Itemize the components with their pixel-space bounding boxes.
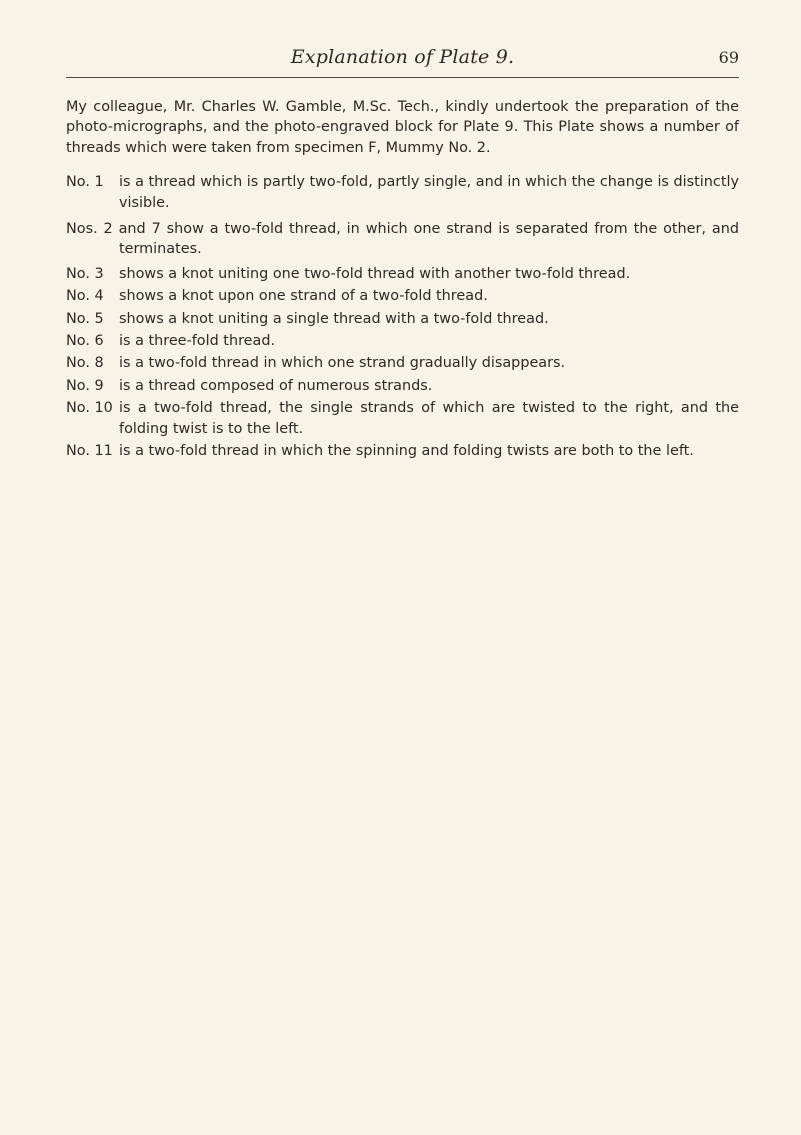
item-text: shows a knot uniting a single thread with a two-fold thread. xyxy=(119,310,549,327)
plate-item xyxy=(66,331,739,351)
plate-item xyxy=(66,441,739,461)
intro-paragraph: My colleague, Mr. Charles W. Gamble, M.Sc. Tech., kindly undertook the preparation of the photo-micrographs, and the photo-engraved block for Plate 9. This Plate shows a number of threads which were taken from specimen F, Mummy No. 2. xyxy=(66,99,739,156)
item-text: is a three-fold thread. xyxy=(119,333,276,350)
page-header xyxy=(66,44,739,80)
plate-item xyxy=(66,398,739,439)
item-label: No. 10 xyxy=(66,400,113,417)
plate-items-list xyxy=(66,172,739,461)
item-text: is a two-fold thread in which the spinning and folding twists are both to the left. xyxy=(119,443,694,460)
header-rule xyxy=(66,77,739,78)
page-title: Explanation of Plate 9. xyxy=(290,46,515,68)
item-label: No. 6 xyxy=(66,333,104,350)
item-text: is a two-fold thread, the single strands of which are twisted to the right, and the folding twist is to the left. xyxy=(119,400,739,437)
plate-item xyxy=(66,264,739,284)
body-text xyxy=(66,97,739,464)
item-text: is a two-fold thread in which one strand gradually disappears. xyxy=(119,355,566,372)
item-label: No. 8 xyxy=(66,355,104,372)
item-label: No. 5 xyxy=(66,310,104,327)
item-text: shows a knot upon one strand of a two-fold thread. xyxy=(119,288,488,305)
item-label: No. 3 xyxy=(66,265,104,282)
plate-item xyxy=(66,286,739,306)
item-label: No. 11 xyxy=(66,443,113,460)
item-label: No. 9 xyxy=(66,377,104,394)
plate-item xyxy=(66,219,739,260)
plate-item xyxy=(66,376,739,396)
item-text: show a two-fold thread, in which one strand is separated from the other, and terminates. xyxy=(119,221,740,258)
plate-item xyxy=(66,353,739,373)
plate-item xyxy=(66,172,739,213)
item-label: Nos. 2 and 7 xyxy=(66,221,161,238)
item-label: No. 1 xyxy=(66,174,104,191)
plate-item xyxy=(66,309,739,329)
item-label: No. 4 xyxy=(66,288,104,305)
page-number: 69 xyxy=(718,48,739,67)
item-text: is a thread composed of numerous strands. xyxy=(119,377,433,394)
item-text: shows a knot uniting one two-fold thread with another two-fold thread. xyxy=(119,265,631,282)
item-text: is a thread which is partly two-fold, partly single, and in which the change is distinctly visible. xyxy=(119,174,739,211)
